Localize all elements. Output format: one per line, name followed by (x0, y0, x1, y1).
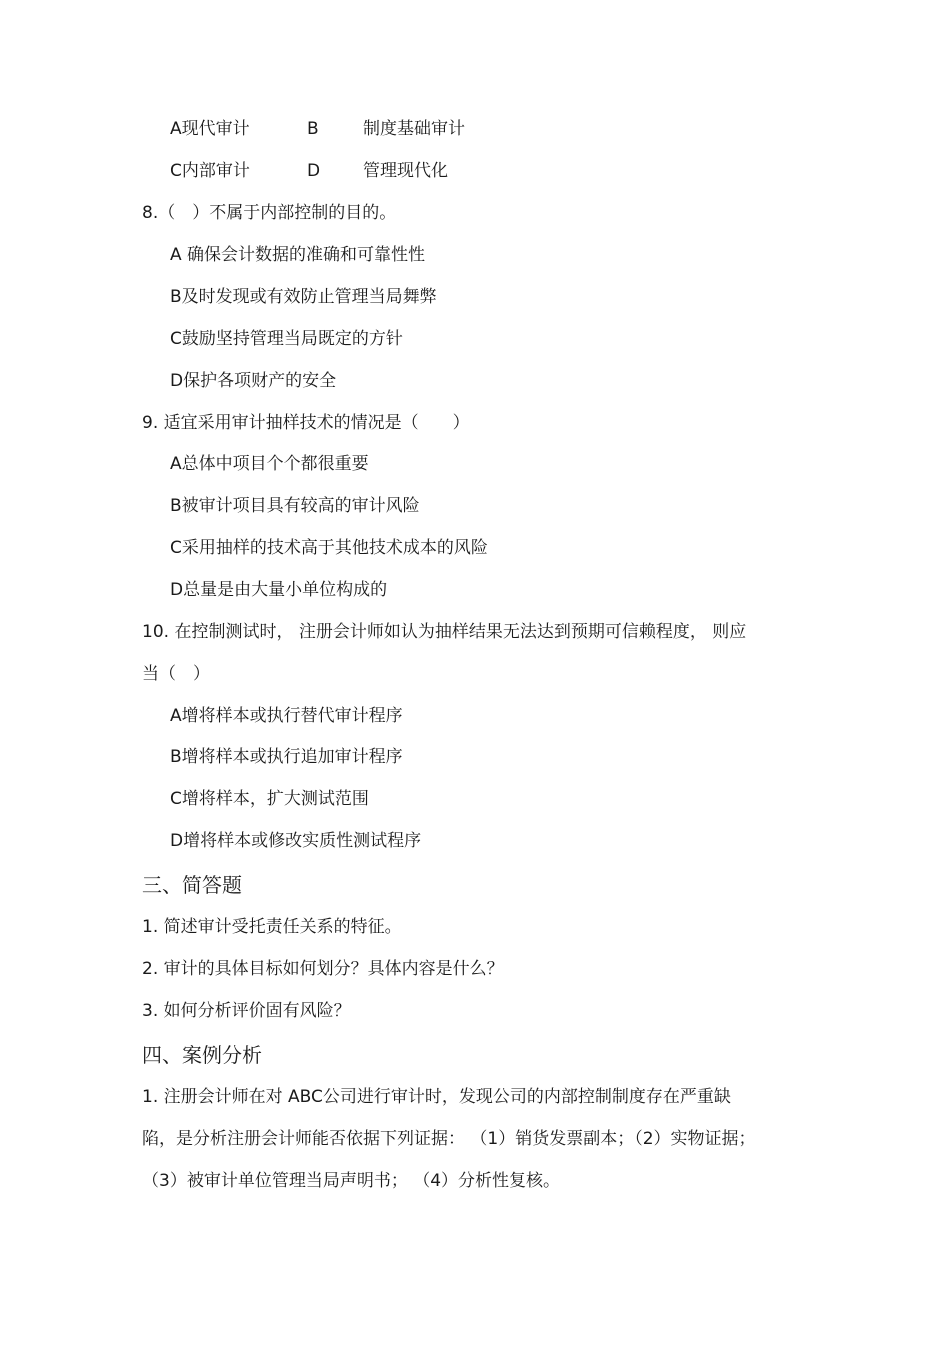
q7-option-a: A现代审计 (170, 119, 250, 139)
section-3-item-1: 1. 简述审计受托责任关系的特征。 (142, 917, 402, 937)
q7-option-d-text: 管理现代化 (363, 161, 448, 181)
q10-option-c: C增将样本，扩大测试范围 (170, 789, 369, 809)
section-4-title: 四、案例分析 (142, 1043, 262, 1067)
section-3-title: 三、简答题 (142, 873, 242, 897)
q8-stem: 8.（ ）不属于内部控制的目的。 (142, 203, 397, 223)
case-1-line-3: （3）被审计单位管理当局声明书； （4）分析性复核。 (142, 1171, 561, 1191)
section-3-item-2: 2. 审计的具体目标如何划分？具体内容是什么？ (142, 959, 504, 979)
q7-option-b-text: 制度基础审计 (363, 119, 465, 139)
case-1-line-1: 1. 注册会计师在对 ABC公司进行审计时，发现公司的内部控制制度存在严重缺 (142, 1087, 731, 1107)
q7-option-c: C内部审计 (170, 161, 250, 181)
q10-option-b: B增将样本或执行追加审计程序 (170, 747, 403, 767)
q9-option-b: B被审计项目具有较高的审计风险 (170, 496, 420, 516)
q10-option-d: D增将样本或修改实质性测试程序 (170, 831, 422, 851)
q10-stem-line-2: 当（ ） (142, 664, 210, 684)
q10-option-a: A增将样本或执行替代审计程序 (170, 706, 403, 726)
q9-option-d: D总量是由大量小单位构成的 (170, 580, 388, 600)
q8-option-c: C鼓励坚持管理当局既定的方针 (170, 329, 403, 349)
q8-option-b: B及时发现或有效防止管理当局舞弊 (170, 287, 437, 307)
q7-option-b-letter: B (307, 119, 319, 139)
q7-option-d-letter: D (307, 161, 321, 181)
q9-option-a: A总体中项目个个都很重要 (170, 454, 369, 474)
q8-option-d: D保护各项财产的安全 (170, 371, 337, 391)
q8-option-a: A 确保会计数据的准确和可靠性性 (170, 245, 426, 265)
q9-stem: 9. 适宜采用审计抽样技术的情况是（ ） (142, 413, 470, 433)
q9-option-c: C采用抽样的技术高于其他技术成本的风险 (170, 538, 488, 558)
q10-stem-line-1: 10. 在控制测试时， 注册会计师如认为抽样结果无法达到预期可信赖程度， 则应 (142, 622, 747, 642)
case-1-line-2: 陷，是分析注册会计师能否依据下列证据： （1）销货发票副本；（2）实物证据； (142, 1129, 756, 1149)
section-3-item-3: 3. 如何分析评价固有风险？ (142, 1001, 351, 1021)
